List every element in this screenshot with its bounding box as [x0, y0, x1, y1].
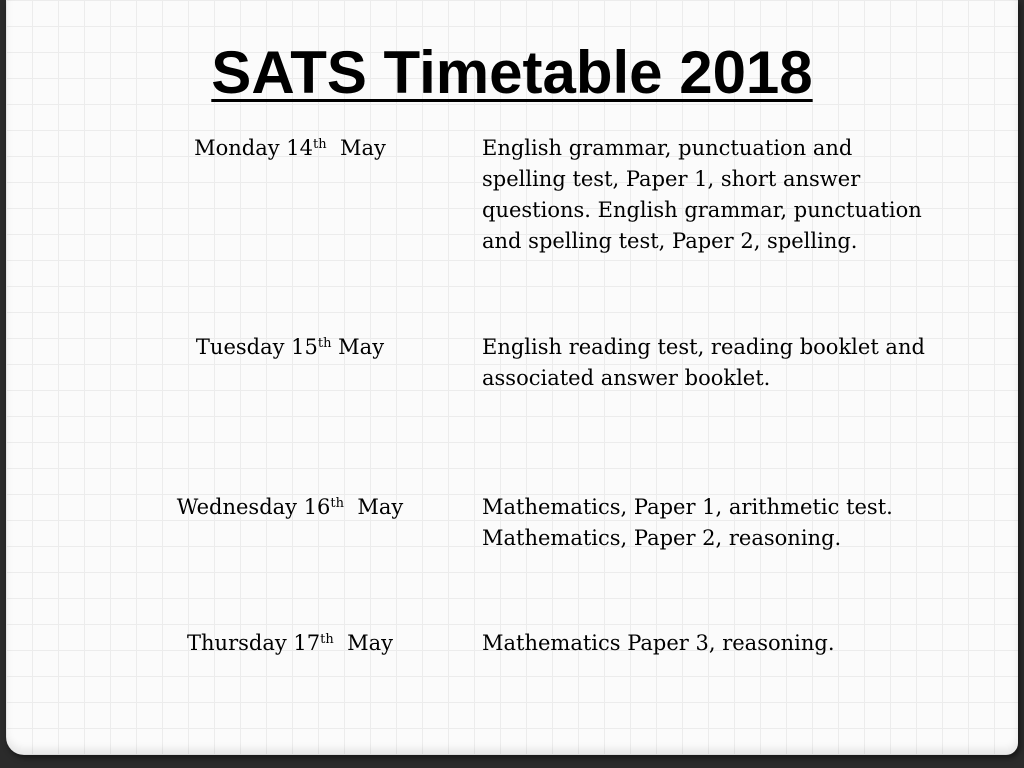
description-line: Mathematics, Paper 2, reasoning. [482, 526, 842, 550]
description-line: associated answer booklet. [482, 366, 771, 390]
row-date [140, 332, 440, 363]
description-line: English grammar, punctuation and [482, 136, 853, 160]
description-line: English reading test, reading booklet and [482, 335, 925, 359]
date-month: May [344, 495, 404, 519]
date-day: Tuesday 15 [195, 335, 318, 359]
row-date [140, 628, 440, 659]
date-day: Monday 14 [194, 136, 314, 160]
row-description [482, 628, 952, 659]
date-day: Thursday 17 [187, 631, 321, 655]
date-suffix: th [320, 631, 334, 647]
slide [6, 0, 1018, 755]
date-month: May [326, 136, 386, 160]
row-date [140, 492, 440, 523]
date-day: Wednesday 16 [176, 495, 331, 519]
description-line: Mathematics, Paper 1, arithmetic test. [482, 495, 893, 519]
date-suffix: th [313, 136, 327, 152]
row-description [482, 332, 952, 394]
description-line: and spelling test, Paper 2, spelling. [482, 229, 858, 253]
description-line: spelling test, Paper 1, short answer [482, 167, 861, 191]
row-description [482, 492, 952, 554]
slide-title-text: SATS Timetable 2018 [211, 39, 813, 106]
row-description [482, 133, 952, 257]
row-date [140, 133, 440, 164]
date-suffix: th [317, 335, 332, 351]
date-month: May [331, 335, 385, 359]
slide-title [6, 33, 1018, 113]
description-line: questions. English grammar, punctuation [482, 198, 922, 222]
date-suffix: th [330, 495, 345, 511]
date-month: May [333, 631, 393, 655]
description-line: Mathematics Paper 3, reasoning. [482, 631, 835, 655]
